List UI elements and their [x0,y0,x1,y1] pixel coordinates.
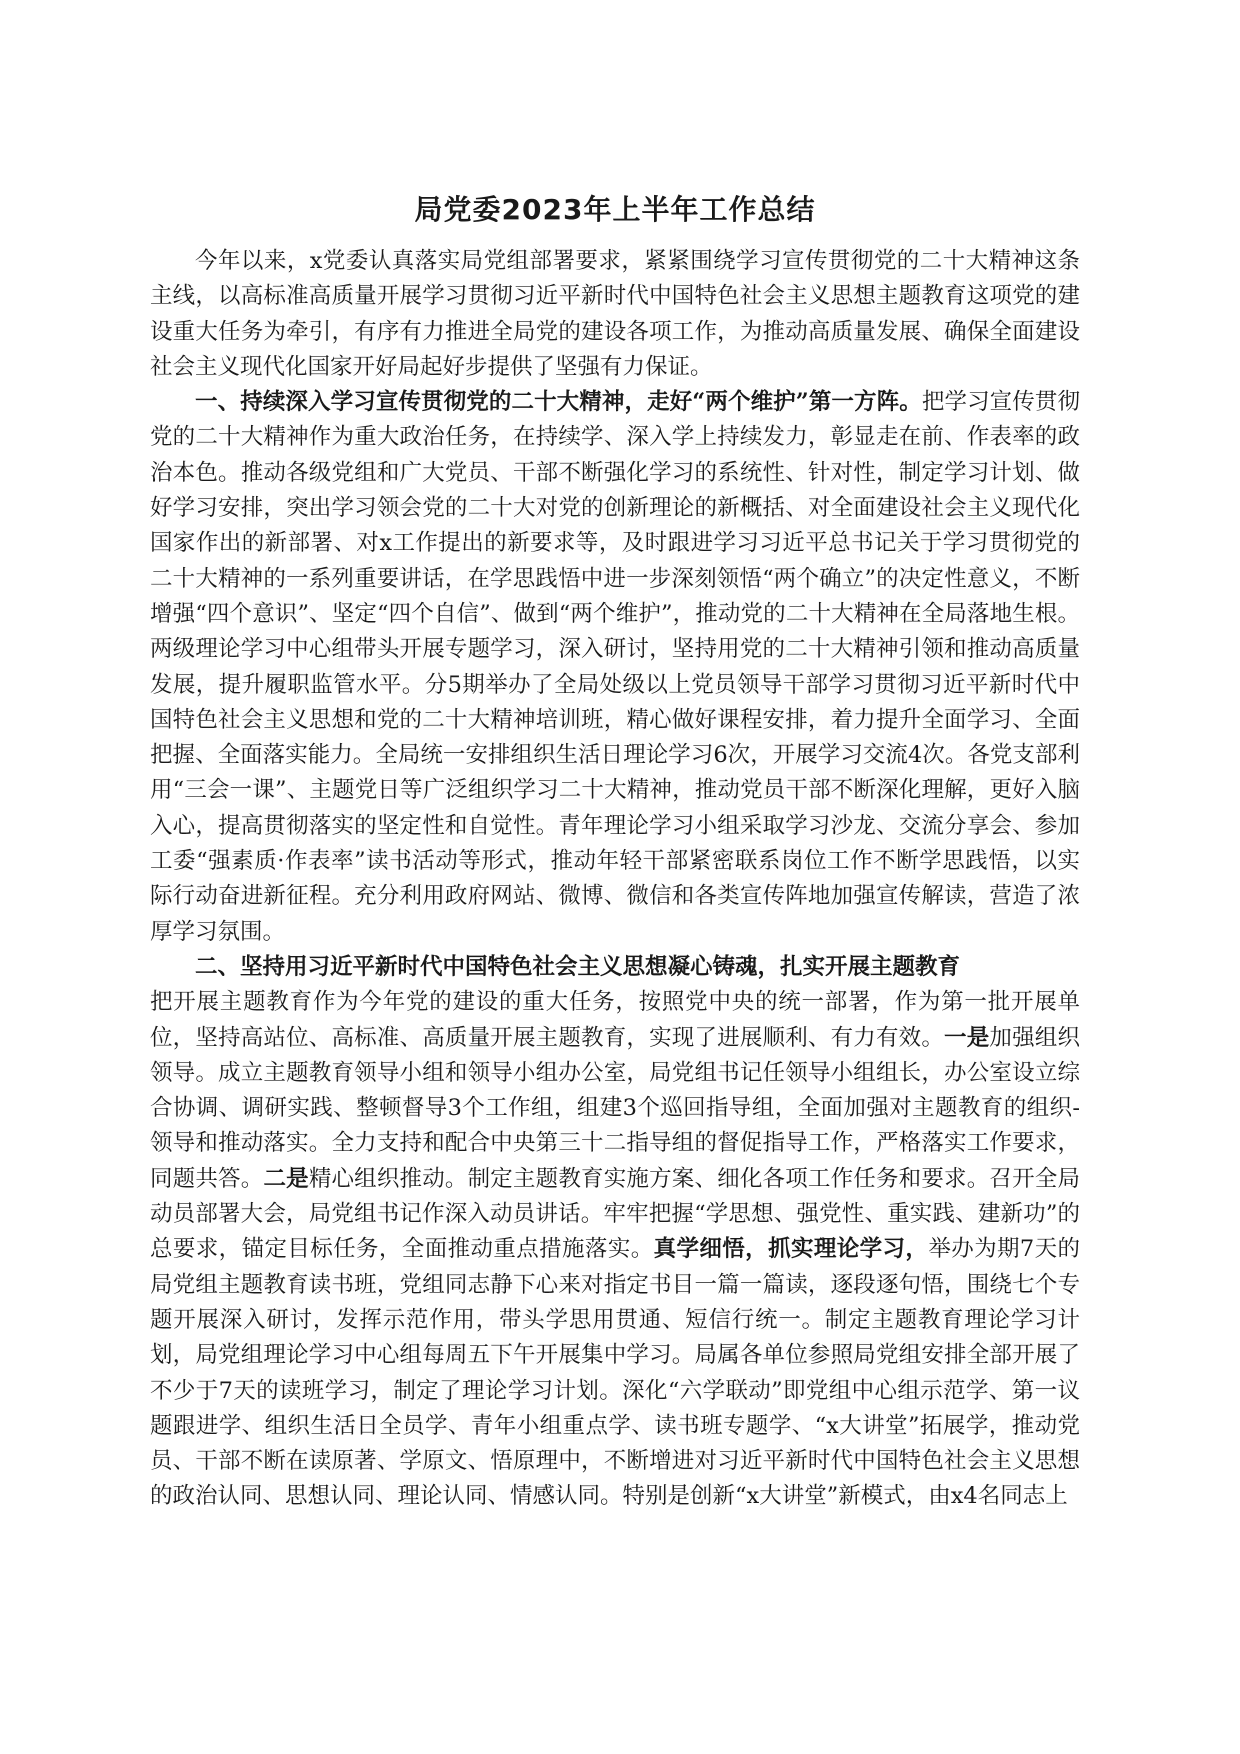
section-2-label-2: 二是 [263,1165,309,1192]
section-1-heading: 一、持续深入学习宣传贯彻党的二十大精神，走好“两个维护”第一方阵。 [195,389,922,416]
section-1-body: 把学习宣传贯彻党的二十大精神作为重大政治任务，在持续学、深入学上持续发力，彰显走在前、作表率的政治本色。推动各级党组和广大党员、干部不断强化学习的系统性、针对性，制定学习计划、做好学习安排，突出学习领会党的二十大对党的创新理论的新概括、对全面建设社会主义现代化国家作出的新部署、对x工作提出的新要求等，及时跟进学习习近平总书记关于学习贯彻党的二十大精神的一系列重要讲话，在学思践悟中进一步深刻领悟“两个确立”的决定性意义，不断增强“四个意识”、坚定“四个自信”、做到“两个维护”，推动党的二十大精神在全局落地生根。两级理论学习中心组带头开展专题学习，深入研讨，坚持用党的二十大精神引领和推动高质量发展，提升履职监管水平。分5期举办了全局处级以上党员领导干部学习贯彻习近平新时代中国特色社会主义思想和党的二十大精神培训班，精心做好课程安排，着力提升全面学习、全面把握、全面落实能力。全局统一安排组织生活日理论学习6次，开展学习交流4次。各党支部利用“三会一课”、主题党日等广泛组织学习二十大精神，推动党员干部不断深化理解，更好入脑入心，提高贯彻落实的坚定性和自觉性。青年理论学习小组采取学习沙龙、交流分享会、参加工委“强素质·作表率”读书活动等形式，推动年轻干部紧密联系岗位工作不断学思践悟，以实际行动奋进新征程。充分利用政府网站、微博、微信和各类宣传阵地加强宣传解读，营造了浓厚学习氛围。 [150,389,1080,945]
section-2-body-3: 精心组织推动。制定主题教育实施方案、细化各项工作任务和要求。召开全局动员部署大会，局党组书记作深入动员讲话。牢牢把握“学思想、强党性、重实践、建新功”的总要求，锚定目标任务，全面推动重点措施落实。 [150,1165,1080,1263]
document-page [150,190,1080,1515]
section-2-label-1: 一是 [944,1024,990,1051]
section-2-body-1: 把开展主题教育作为今年党的建设的重大任务，按照党中央的统一部署，作为第一批开展单位，坚持高站位、高标准、高质量开展主题教育，实现了进展顺利、有力有效。 [150,989,1080,1051]
section-1-paragraph [150,385,1080,950]
section-2-body-4: 举办为期7天的局党组主题教育读书班，党组同志静下心来对指定书目一篇一篇读，逐段逐句悟，围绕七个专题开展深入研讨，发挥示范作用，带头学思用贯通、短信行统一。制定主题教育理论学习计划，局党组理论学习中心组每周五下午开展集中学习。局属各单位参照局党组安排全部开展了不少于7天的读班学习，制定了理论学习计划。深化“六学联动”即党组中心组示范学、第一议题跟进学、组织生活日全员学、青年小组重点学、读书班专题学、“x大讲堂”拓展学，推动党员、干部不断在读原著、学原文、悟原理中，不断增进对习近平新时代中国特色社会主义思想的政治认同、思想认同、理论认同、情感认同。特别是创新“x大讲堂”新模式，由x4名同志上 [150,1236,1080,1510]
intro-paragraph: 今年以来，x党委认真落实局党组部署要求，紧紧围绕学习宣传贯彻党的二十大精神这条主线，以高标准高质量开展学习贯彻习近平新时代中国特色社会主义思想主题教育这项党的建设重大任务为牵引，有序有力推进全局党的建设各项工作，为推动高质量发展、确保全面建设社会主义现代化国家开好局起好步提供了坚强有力保证。 [150,248,1080,380]
section-2-body-paragraph [150,985,1080,1514]
document-title: 局党委2023年上半年工作总结 [414,193,816,226]
section-2-heading: 二、坚持用习近平新时代中国特色社会主义思想凝心铸魂，扎实开展主题教育 [195,953,961,980]
section-2-heading-paragraph [150,950,1080,985]
section-2-body-2: 加强组织领导。成立主题教育领导小组和领导小组办公室，局党组书记任领导小组组长，办公室设立综合协调、调研实践、整顿督导3个工作组，组建3个巡回指导组，全面加强对主题教育的组织-领导和推动落实。全力支持和配合中央第三十二指导组的督促指导工作，严格落实工作要求，同题共答。 [150,1024,1080,1192]
section-2-label-3: 真学细悟，抓实理论学习， [653,1236,929,1263]
